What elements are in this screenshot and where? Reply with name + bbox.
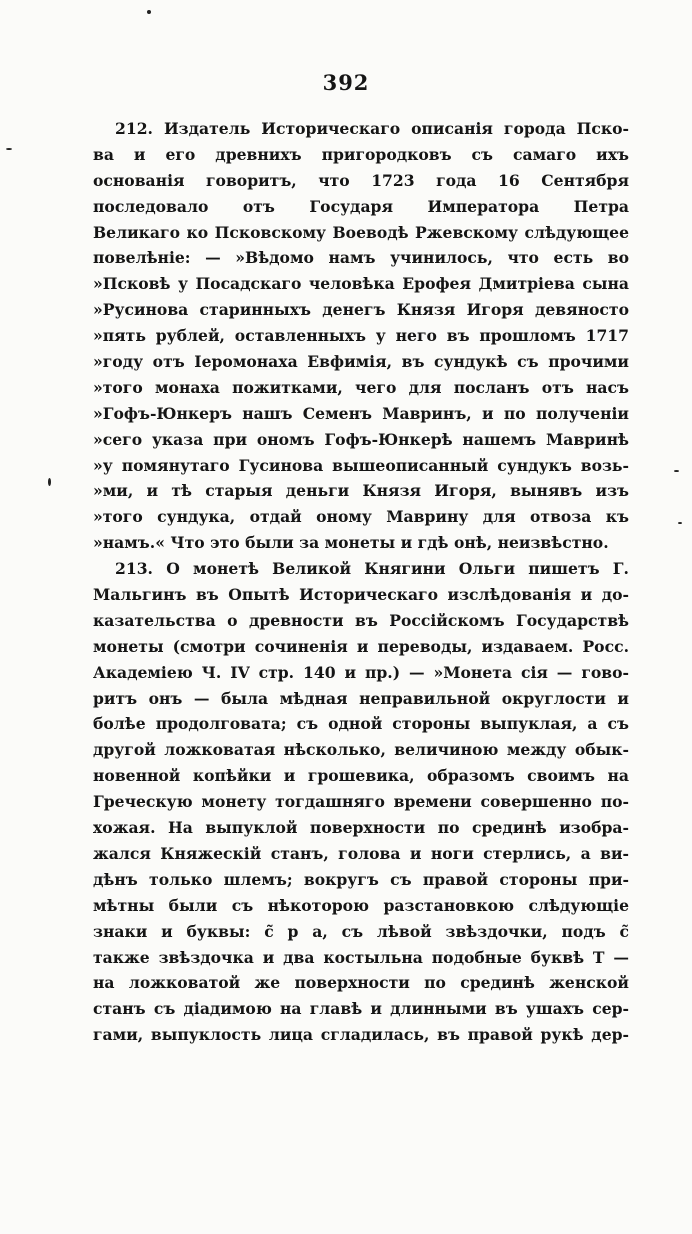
text-line: 212. Издатель Историческаго описанія города Пско-	[115, 119, 629, 138]
text-line: также звѣздочка и два костыльна подобные буквѣ Т —	[93, 947, 629, 967]
text-line: основанія говоритъ, что 1723 года 16 Сентября	[93, 170, 629, 190]
scan-speck	[147, 10, 151, 14]
text-line: 213. О монетѣ Великой Княгини Ольги пишетъ Г.	[115, 559, 629, 579]
text-line: Греческую монету тогдашняго времени совершенно по-	[93, 792, 629, 812]
text-line: хожая. На выпуклой поверхности по срединѣ изобра-	[93, 818, 629, 838]
text-line: казательства о древности въ Россійскомъ Государствѣ	[93, 610, 629, 630]
text-line: »у помянутаго Гусинова вышеописанный сундукъ возь-	[93, 455, 629, 475]
text-line: »того монаха пожитками, чего для посланъ отъ насъ	[93, 377, 629, 397]
text-line: »году отъ Іеромонаха Евфимія, въ сундукѣ съ прочими	[93, 352, 629, 372]
text-line: монеты (смотри сочиненія и переводы, издаваем. Росс.	[93, 636, 629, 656]
text-line: знаки и буквы: с̃ р а, съ лѣвой звѣздочки, подъ с̃	[93, 921, 629, 941]
text-line: дѣнъ только шлемъ; вокругъ съ правой стороны при-	[93, 869, 629, 889]
text-line: повелѣніе: — »Вѣдомо намъ учинилось, что есть во	[93, 248, 629, 268]
body-text	[93, 116, 629, 1048]
scan-speck	[674, 470, 679, 472]
text-line: »того сундука, отдай оному Маврину для отвоза къ	[93, 507, 629, 527]
text-line: Великаго ко Псковскому Воеводѣ Ржевскому слѣдующее	[93, 222, 629, 242]
page-number: 392	[322, 70, 370, 95]
text-line: последовало отъ Государя Императора Петра	[93, 196, 629, 216]
text-line: жался Княжескій станъ, голова и ноги стерлись, а ви-	[93, 843, 629, 863]
text-line: мѣтны были съ нѣкоторою разстановкою слѣдующіе	[93, 895, 629, 915]
text-line: Академіею Ч. IV стр. 140 и пр.) — »Монета сія — гово-	[93, 662, 629, 682]
scan-speck	[6, 148, 12, 150]
text-line: ритъ онъ — была мѣдная неправильной округлости и	[93, 688, 629, 708]
text-line: болѣе продолговата; съ одной стороны выпуклая, а съ	[93, 714, 629, 734]
text-line: новенной копѣйки и грошевика, образомъ своимъ на	[93, 766, 629, 786]
text-line: »Псковѣ у Посадскаго человѣка Ерофея Дмитріева сына	[93, 274, 629, 294]
text-line: Мальгинъ въ Опытѣ Историческаго изслѣдованія и до-	[93, 585, 629, 605]
text-line: станъ съ діадимою на главѣ и длинными въ ушахъ сер-	[93, 999, 629, 1019]
text-line: другой ложковатая нѣсколько, величиною между обык-	[93, 740, 629, 760]
scan-speck	[48, 478, 51, 486]
text-line: »сего указа при ономъ Гофъ-Юнкерѣ нашемъ Мавринѣ	[93, 429, 629, 449]
text-line: »Русинова старинныхъ денегъ Князя Игоря девяносто	[93, 300, 629, 320]
text-line: »Гофъ-Юнкеръ нашъ Семенъ Мавринъ, и по полученіи	[93, 403, 629, 423]
scan-speck	[678, 522, 682, 524]
text-line: »пять рублей, оставленныхъ у него въ прошломъ 1717	[93, 326, 629, 346]
text-line: гами, выпуклость лица сгладилась, въ правой рукѣ дер-	[93, 1025, 629, 1045]
text-line: ва и его древнихъ пригородковъ съ самаго ихъ	[93, 144, 629, 164]
text-line: на ложковатой же поверхности по срединѣ женской	[93, 973, 629, 993]
text-line: »ми, и тѣ старыя деньги Князя Игоря, вынявъ изъ	[93, 481, 629, 501]
text-line: »намъ.« Что это были за монеты и гдѣ онѣ, неизвѣстно.	[93, 533, 609, 553]
